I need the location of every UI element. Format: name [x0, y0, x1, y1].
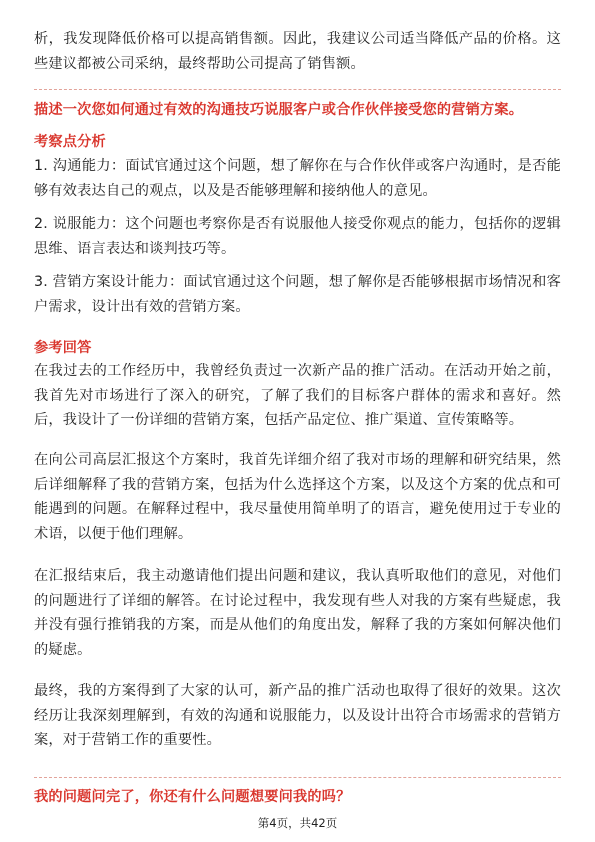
closing-question: 我的问题问完了，你还有什么问题想要问我的吗？	[34, 789, 351, 805]
question-title: 描述一次您如何通过有效的沟通技巧说服客户或合作伙伴接受您的营销方案。	[34, 102, 524, 118]
page-number-footer: 第4页，共42页	[257, 816, 338, 830]
analysis-point-1: 1. 沟通能力：面试官通过这个问题，想了解你在与合作伙伴或客户沟通时，是否能够有效表达自己的观点，以及是否能够理解和接纳他人的意见。	[34, 158, 561, 199]
answer-paragraph-4: 最终，我的方案得到了大家的认可，新产品的推广活动也取得了很好的效果。这次经历让我深刻理解到，有效的沟通和说服能力，以及设计出符合市场需求的营销方案，对于营销工作的重要性。	[34, 683, 561, 748]
analysis-heading: 考察点分析	[34, 134, 106, 150]
analysis-point-2: 2. 说服能力：这个问题也考察你是否有说服他人接受你观点的能力，包括你的逻辑思维、语言表达和谈判技巧等。	[34, 216, 561, 257]
answer-paragraph-2: 在向公司高层汇报这个方案时，我首先详细介绍了我对市场的理解和研究结果，然后详细解释了我的营销方案，包括为什么选择这个方案，以及这个方案的优点和可能遇到的问题。在解释过程中，我尽量使用简单明了的语言，避免使用过于专业的术语，以便于他们理解。	[34, 452, 561, 542]
answer-heading: 参考回答	[34, 340, 92, 356]
answer-paragraph-3: 在汇报结束后，我主动邀请他们提出问题和建议，我认真听取他们的意见，对他们的问题进行了详细的解答。在讨论过程中，我发现有些人对我的方案有些疑虑，我并没有强行推销我的方案，而是从他们的角度出发，解释了我的方案如何解决他们的疑虑。	[34, 568, 561, 658]
divider-bottom	[34, 777, 561, 778]
analysis-point-3: 3. 营销方案设计能力：面试官通过这个问题，想了解你是否能够根据市场情况和客户需求，设计出有效的营销方案。	[34, 274, 561, 315]
divider-top	[34, 89, 561, 90]
intro-paragraph: 析，我发现降低价格可以提高销售额。因此，我建议公司适当降低产品的价格。这些建议都被公司采纳，最终帮助公司提高了销售额。	[34, 31, 561, 72]
answer-paragraph-1: 在我过去的工作经历中，我曾经负责过一次新产品的推广活动。在活动开始之前，我首先对市场进行了深入的研究，了解了我们的目标客户群体的需求和喜好。然后，我设计了一份详细的营销方案，包括产品定位、推广渠道、宣传策略等。	[34, 363, 561, 428]
